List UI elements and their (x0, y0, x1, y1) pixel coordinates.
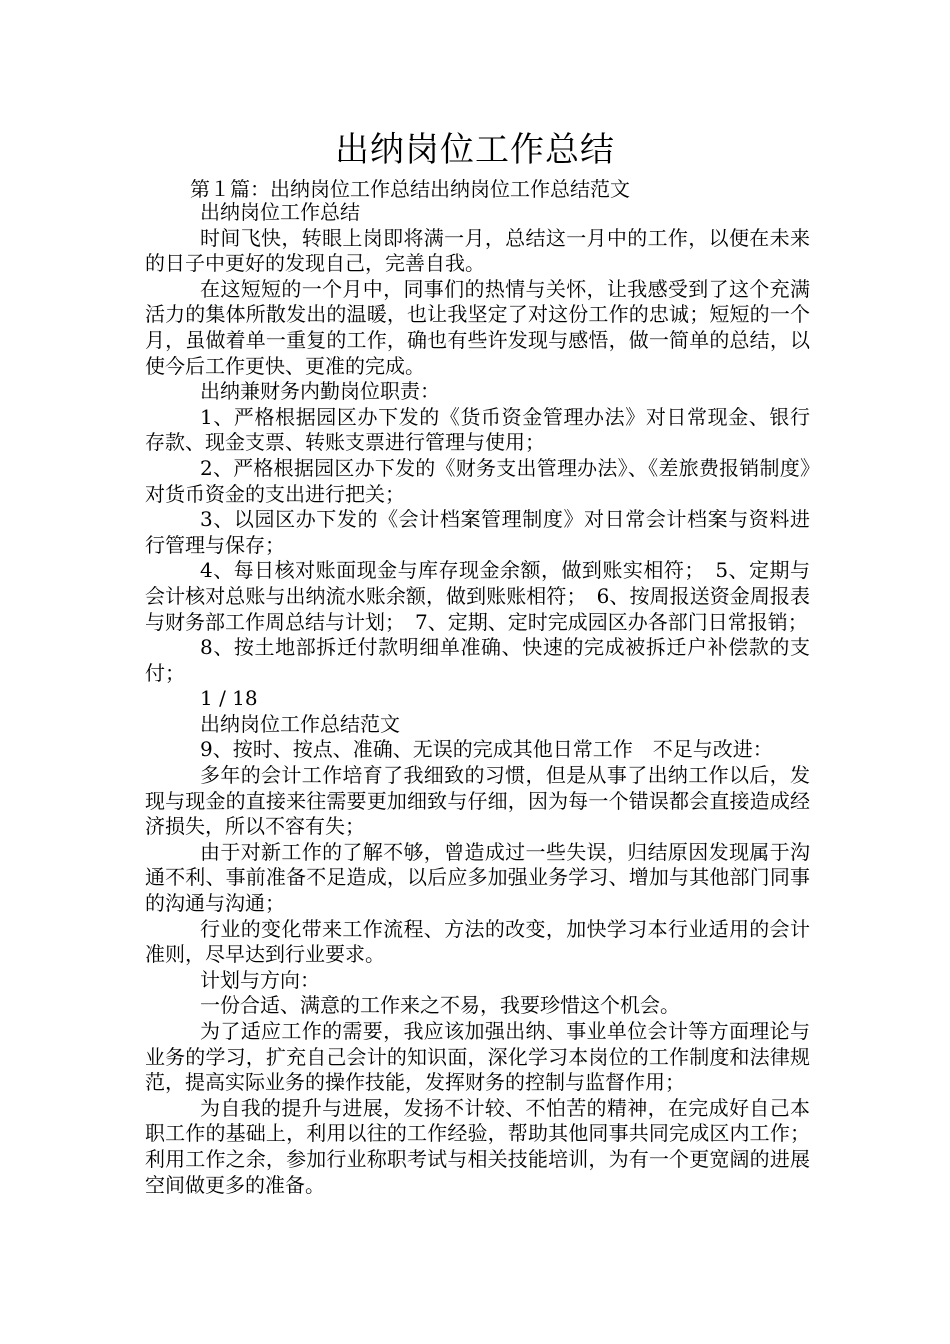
duty-item: 4、每日核对账面现金与库存现金余额，做到账实相符； 5、定期与会计核对总账与出纳流水账余额，做到账账相符； 6、按周报送资金周报表与财务部工作周总结与计划； 7、定期、定时完成园区办各部门日常报销； (145, 558, 810, 634)
page-number: 1 / 18 (200, 686, 258, 711)
duty-item: 3、以园区办下发的《会计档案管理制度》对日常会计档案与资料进行管理与保存； (145, 507, 810, 557)
body-paragraph: 时间飞快，转眼上岗即将满一月，总结这一月中的工作，以便在未来的日子中更好的发现自己，完善自我。 (145, 225, 810, 276)
document-title: 出纳岗位工作总结 (335, 130, 615, 170)
body-paragraph: 在这短短的一个月中，同事们的热情与关怀，让我感受到了这个充满活力的集体所散发出的温暖，也让我坚定了对这份工作的忠诚；短短的一个月，虽做着单一重复的工作，确也有些许发现与感悟，做一简单的总结，以使今后工作更快、更准的完成。 (145, 276, 810, 378)
section-heading: 出纳兼财务内勤岗位职责： (200, 379, 440, 404)
document-subtitle: 第１篇：出纳岗位工作总结出纳岗位工作总结范文 (190, 177, 630, 201)
duty-item: 9、按时、按点、准确、无误的完成其他日常工作 不足与改进： (200, 737, 773, 762)
body-paragraph: 行业的变化带来工作流程、方法的改变，加快学习本行业适用的会计准则，尽早达到行业要求。 (145, 916, 810, 967)
section-heading: 计划与方向： (200, 967, 320, 992)
body-paragraph: 一份合适、满意的工作来之不易，我要珍惜这个机会。 (200, 993, 680, 1018)
section-heading: 出纳岗位工作总结 (200, 200, 360, 224)
body-paragraph: 由于对新工作的了解不够，曾造成过一些失误，归结原因发现属于沟通不利、事前准备不足造成，以后应多加强业务学习、增加与其他部门同事的沟通与沟通； (145, 839, 810, 916)
duty-item: 8、按土地部拆迁付款明细单准确、快速的完成被拆迁户补偿款的支付； (145, 635, 810, 685)
section-heading: 出纳岗位工作总结范文 (200, 711, 400, 736)
body-paragraph: 为自我的提升与进展，发扬不计较、不怕苦的精神，在完成好自己本职工作的基础上，利用以往的工作经验，帮助其他同事共同完成区内工作；利用工作之余，参加行业称职考试与相关技能培训，为有一个更宽阔的进展空间做更多的准备。 (145, 1095, 810, 1197)
body-paragraph: 为了适应工作的需要，我应该加强出纳、事业单位会计等方面理论与业务的学习，扩充自己会计的知识面，深化学习本岗位的工作制度和法律规范，提高实际业务的操作技能，发挥财务的控制与监督作用； (145, 1019, 810, 1095)
body-paragraph: 多年的会计工作培育了我细致的习惯，但是从事了出纳工作以后，发现与现金的直接来往需要更加细致与仔细，因为每一个错误都会直接造成经济损失，所以不容有失； (145, 763, 810, 839)
duty-item: 2、严格根据园区办下发的《财务支出管理办法》、《差旅费报销制度》对货币资金的支出进行把关； (145, 455, 810, 506)
document-body (145, 200, 810, 1198)
duty-item: 1、严格根据园区办下发的《货币资金管理办法》对日常现金、银行存款、现金支票、转账支票进行管理与使用； (145, 404, 810, 455)
